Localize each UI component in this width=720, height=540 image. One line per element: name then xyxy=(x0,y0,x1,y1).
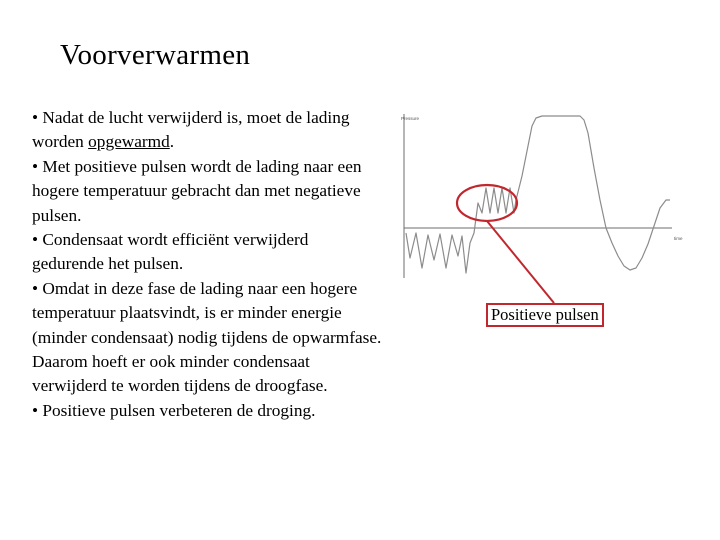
positive-pulses-callout: Positieve pulsen xyxy=(486,303,604,327)
pressure-curve xyxy=(406,116,670,273)
x-axis-label: time xyxy=(674,236,683,241)
pressure-pulse-diagram xyxy=(398,108,698,328)
y-axis-label: Pressure xyxy=(401,116,420,121)
bullet-list xyxy=(32,106,382,423)
callout-leader-line xyxy=(487,221,554,303)
underlined-word: opgewarmd xyxy=(88,132,170,152)
bullet-item: • Nadat de lucht verwijderd is, moet de lading worden opgewarmd. xyxy=(32,108,350,152)
bullet-item: • Condensaat wordt efficiënt verwijderd gedurende het pulsen. xyxy=(32,230,309,274)
bullet-item: • Met positieve pulsen wordt de lading naar een hogere temperatuur gebracht dan met negatieve pulsen. xyxy=(32,156,362,225)
bullet-item: • Omdat in deze fase de lading naar een hogere temperatuur plaatsvindt, is er minder energie (minder condensaat) nodig tijdens de opwarmfase. Daarom hoeft er ook minder condensaat verwijderd te worden tijdens de droogfase. xyxy=(32,278,382,396)
slide-title: Voorverwarmen xyxy=(60,39,251,71)
bullet-item: • Positieve pulsen verbeteren de droging. xyxy=(32,400,316,420)
